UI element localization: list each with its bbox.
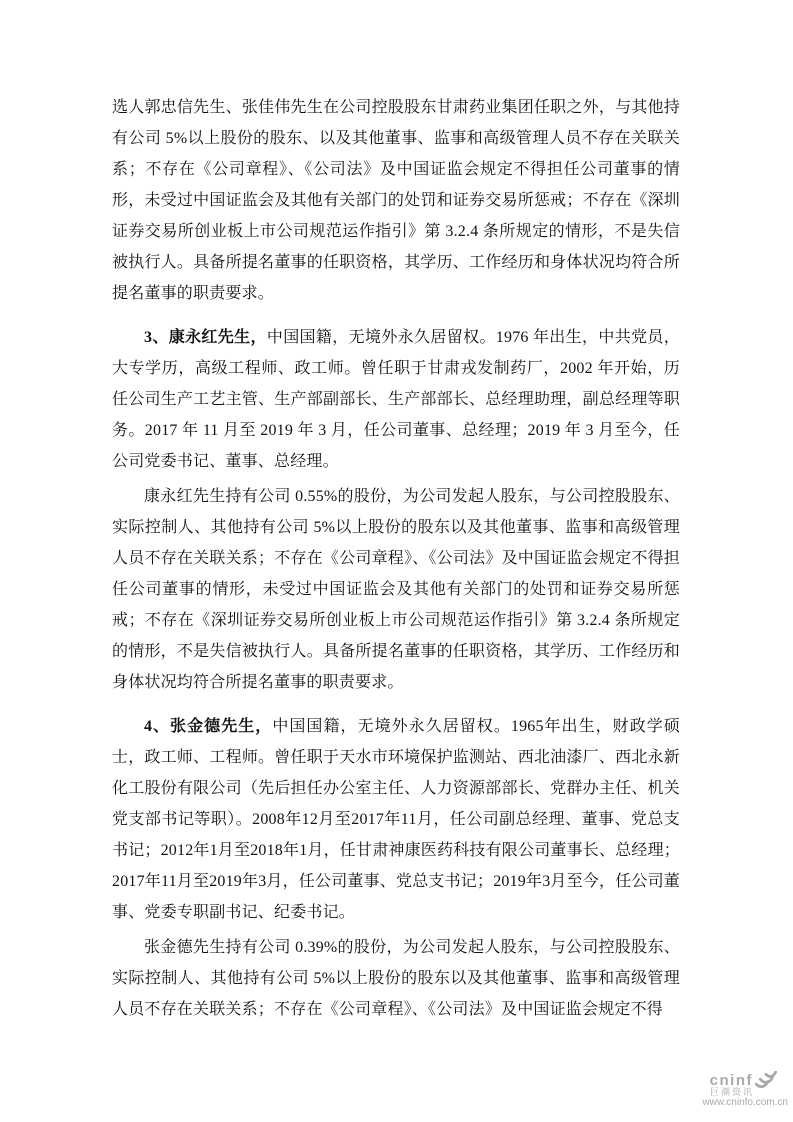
cninfo-brand-text: cninf bbox=[709, 1071, 753, 1089]
paragraph-text: 选人郭忠信先生、张佳伟先生在公司控股股东甘肃药业集团任职之外，与其他持有公司 5%以上股份的股东、以及其他董事、监事和高级管理人员不存在关联关系；不存在《公司章程》、《公司法》及中国证监会规定不得担任公司董事的情形，未受过中国证监会及其他有关部门的处罚和证券交易所惩戒；不存在《深圳证券交易所创业板上市公司规范运作指引》第 3.2.4 条所规定的情形，不是失信被执行人。具备所提名董事的任职资格，其学历、工作经历和身体状况均符合所提名董事的职责要求。 bbox=[112, 99, 680, 302]
paragraph-text: 中国国籍，无境外永久居留权。1976 年出生，中共党员，大专学历，高级工程师、政工师。曾任职于甘肃戎发制药厂，2002 年开始，历任公司生产工艺主管、生产部副部长、生产部部长、总经理助理，副总经理等职务。2017 年 11 月至 2019 年 3 月，任公司董事、总经理；2019 年 3 月至今，任公司党委书记、董事、总经理。 bbox=[112, 329, 680, 470]
paragraph-kang-yonghong-shareholding bbox=[112, 481, 680, 698]
document-body bbox=[112, 92, 680, 1029]
paragraph-zhang-jinde-shareholding bbox=[112, 932, 680, 1025]
paragraph-director-3-kang-yonghong-bio bbox=[112, 322, 680, 477]
cninfo-swirl-icon bbox=[755, 1071, 777, 1089]
paragraph-text: 张金德先生持有公司 0.39%的股份，为公司发起人股东，与公司控股股东、实际控制人、其他持有公司 5%以上股份的股东以及其他董事、监事和高级管理人员不存在关联关系；不存在《公司章程》、《公司法》及中国证监会规定不得 bbox=[112, 939, 680, 1018]
paragraph-director-4-zhang-jinde-bio bbox=[112, 711, 680, 928]
cninfo-url: www.cninfo.com.cn bbox=[702, 1097, 788, 1108]
paragraph-nominee-qualification-continuation bbox=[112, 92, 680, 309]
cninfo-chinese-name: 巨潮资讯 bbox=[709, 1087, 754, 1097]
cninfo-watermark bbox=[638, 1071, 788, 1115]
director-4-name-bold: 4、张金德先生， bbox=[144, 718, 273, 735]
paragraph-text: 中国国籍，无境外永久居留权。1965年出生，财政学硕士，政工师、工程师。曾任职于天水市环境保护监测站、西北油漆厂、西北永新化工股份有限公司（先后担任办公室主任、人力资源部部长、党群办主任、机关党支部书记等职）。2008年12月至2017年11月，任公司副总经理、董事、党总支书记；2012年1月至2018年1月，任甘肃神康医药科技有限公司董事长、总经理；2017年11月至2019年3月，任公司董事、党总支书记；2019年3月至今，任公司董事、党委专职副书记、纪委书记。 bbox=[112, 718, 681, 921]
director-3-name-bold: 3、康永红先生， bbox=[144, 329, 267, 346]
paragraph-text: 康永红先生持有公司 0.55%的股份，为公司发起人股东，与公司控股股东、实际控制人、其他持有公司 5%以上股份的股东以及其他董事、监事和高级管理人员不存在关联关系；不存在《公司章程》、《公司法》及中国证监会规定不得担任公司董事的情形，未受过中国证监会及其他有关部门的处罚和证券交易所惩戒；不存在《深圳证券交易所创业板上市公司规范运作指引》第 3.2.4 条所规定的情形，不是失信被执行人。具备所提名董事的任职资格，其学历、工作经历和身体状况均符合所提名董事的职责要求。 bbox=[112, 488, 680, 691]
